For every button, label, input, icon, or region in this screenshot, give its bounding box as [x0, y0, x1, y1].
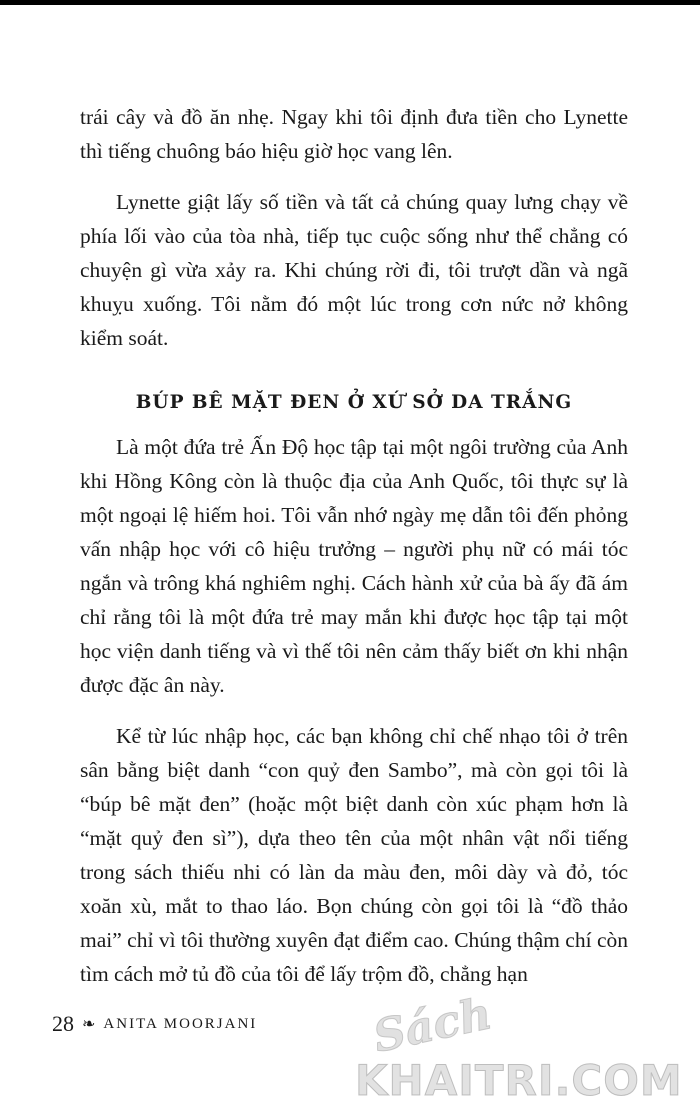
paragraph-2: Lynette giật lấy số tiền và tất cả chúng quay lưng chạy về phía lối vào của tòa nhà, tiếp tục cuộc sống như thể chẳng có chuyện gì vừa xảy ra. Khi chúng rời đi, tôi trượt dần và ngã khuỵu xuống. Tôi nằm đó một lúc trong cơn nức nở không kiểm soát. — [80, 190, 628, 350]
section-heading: BÚP BÊ MẶT ĐEN Ở XỨ SỞ DA TRẮNG — [135, 392, 573, 413]
top-border — [0, 0, 700, 5]
watermark-script: Sách — [368, 988, 497, 1063]
page-body — [80, 100, 628, 991]
paragraph-1: trái cây và đồ ăn nhẹ. Ngay khi tôi định đưa tiền cho Lynette thì tiếng chuông báo hiệu giờ học vang lên. — [80, 105, 628, 163]
fleuron-icon: ❧ — [82, 1016, 96, 1033]
page-footer — [52, 1008, 257, 1040]
watermark-logo — [355, 988, 685, 1112]
running-author: ANITA MOORJANI — [103, 1015, 258, 1032]
page-number: 28 — [52, 1011, 74, 1036]
paragraph-3: Là một đứa trẻ Ấn Độ học tập tại một ngôi trường của Anh khi Hồng Kông còn là thuộc địa của Anh Quốc, tôi thực sự là một ngoại lệ hiếm hoi. Tôi vẫn nhớ ngày mẹ dẫn tôi đến phỏng vấn nhập học với cô hiệu trưởng – người phụ nữ có mái tóc ngắn và trông khá nghiêm nghị. Cách hành xử của bà ấy đã ám chỉ rằng tôi là một đứa trẻ may mắn khi được học tập tại một học viện danh tiếng và vì thế tôi nên cảm thấy biết ơn khi nhận được đặc ân này. — [80, 435, 628, 697]
paragraph-4: Kể từ lúc nhập học, các bạn không chỉ chế nhạo tôi ở trên sân bằng biệt danh “con quỷ đen Sambo”, mà còn gọi tôi là “búp bê mặt đen” (hoặc một biệt danh còn xúc phạm hơn là “mặt quỷ đen sì”), dựa theo tên của một nhân vật nổi tiếng trong sách thiếu nhi có làn da màu đen, môi dày và đỏ, tóc xoăn xù, mắt to thao láo. Bọn chúng còn gọi tôi là “đồ thảo mai” chỉ vì tôi thường xuyên đạt điểm cao. Chúng thậm chí còn tìm cách mở tủ đồ của tôi để lấy trộm đồ, chẳng hạn — [80, 724, 628, 986]
watermark-site: KHAITRI.COM — [355, 1056, 683, 1105]
